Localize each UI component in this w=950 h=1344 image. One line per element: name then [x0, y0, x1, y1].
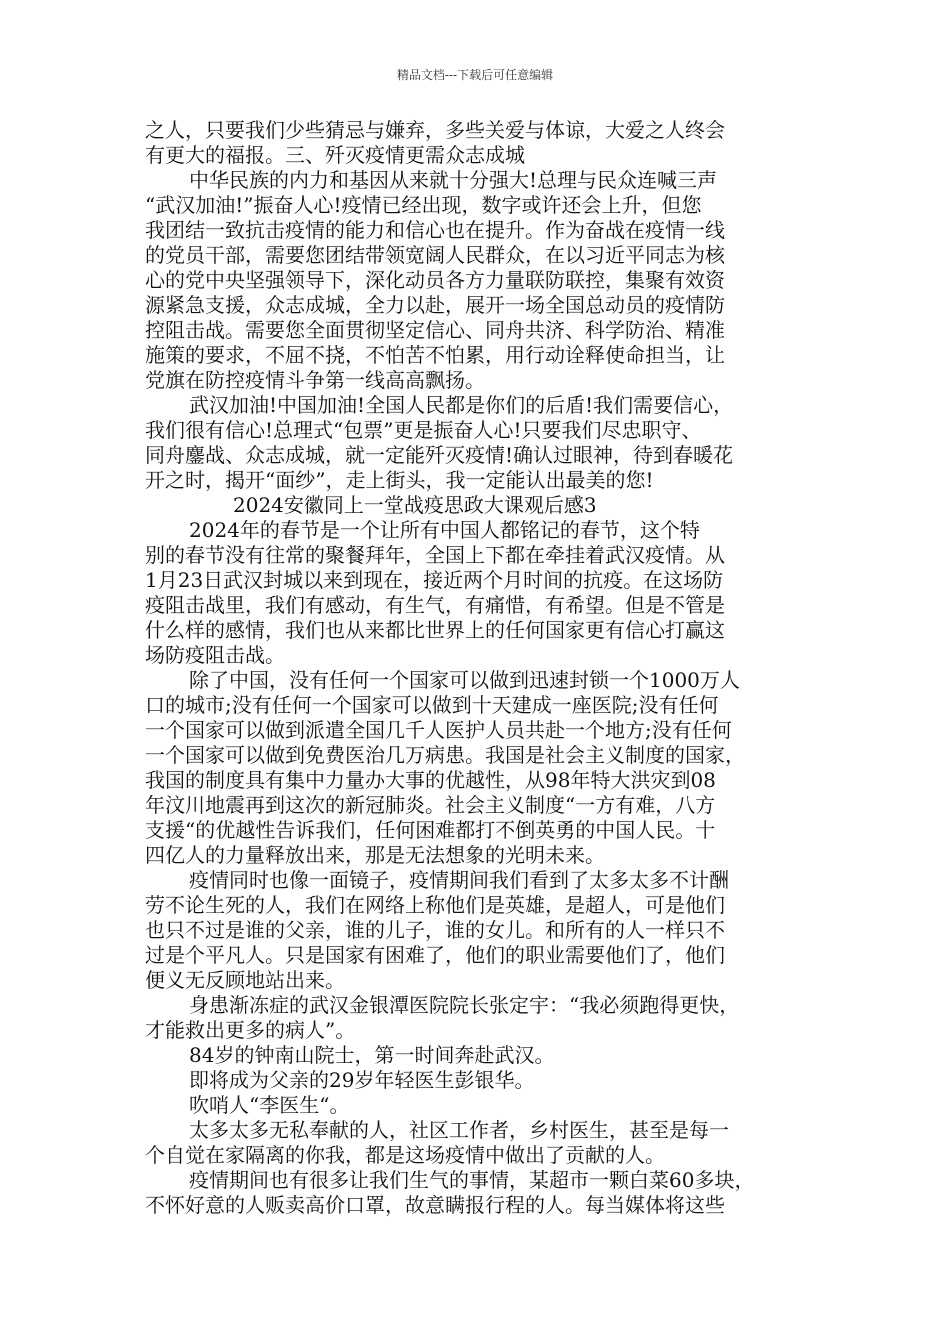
text-line: 武汉加油!中国加油!全国人民都是你们的后盾!我们需要信心， — [189, 393, 734, 417]
text-line: 我们很有信心!总理式“包票”更是振奋人心!只要我们尽忠职守、 — [145, 418, 702, 442]
text-line: 年汶川地震再到这次的新冠肺炎。社会主义制度“一方有难，八方 — [145, 793, 716, 817]
text-line: 1月23日武汉封城以来到现在，接近两个月时间的抗疫。在这场防 — [145, 568, 724, 592]
text-line: 心的党中央坚强领导下，深化动员各方力量联防联控，集聚有效资 — [145, 268, 725, 292]
section-title: 2024安徽同上一堂战疫思政大课观后感3 — [233, 493, 597, 517]
text-line: 疫阻击战里，我们有感动，有生气，有痛惜，有希望。但是不管是 — [145, 593, 725, 617]
text-line: 84岁的钟南山院士，第一时间奔赴武汉。 — [189, 1043, 555, 1067]
text-line: 一个国家可以做到派遣全国几千人医护人员共赴一个地方;没有任何 — [145, 718, 732, 742]
text-line: 个自觉在家隔离的你我，都是这场疫情中做出了贡献的人。 — [145, 1143, 665, 1167]
text-line: 才能救出更多的病人”。 — [145, 1018, 356, 1042]
text-line: 的党员干部，需要您团结带领宽阔人民群众，在以习近平同志为核 — [145, 243, 725, 267]
text-line: 控阻击战。需要您全面贯彻坚定信心、同舟共济、科学防治、精准 — [145, 318, 725, 342]
text-line: 疫情同时也像一面镜子，疫情期间我们看到了太多太多不计酬 — [189, 868, 729, 892]
text-line: 即将成为父亲的29岁年轻医生彭银华。 — [189, 1068, 535, 1092]
text-line: 别的春节没有往常的聚餐拜年，全国上下都在牵挂着武汉疫情。从 — [145, 543, 725, 567]
text-line: “武汉加油!”振奋人心!疫情已经出现，数字或许还会上升，但您 — [145, 193, 702, 217]
text-line: 吹哨人“李医生“。 — [189, 1093, 350, 1117]
text-line: 源紧急支援，众志成城，全力以赴，展开一场全国总动员的疫情防 — [145, 293, 725, 317]
text-line: 开之时，揭开“面纱”，走上街头，我一定能认出最美的您! — [145, 468, 654, 492]
text-line: 我团结一致抗击疫情的能力和信心也在提升。作为奋战在疫情一线 — [145, 218, 725, 242]
text-line: 过是个平凡人。只是国家有困难了，他们的职业需要他们了，他们 — [145, 943, 725, 967]
text-line: 我国的制度具有集中力量办大事的优越性，从98年特大洪灾到08 — [145, 768, 716, 792]
text-line: 之人，只要我们少些猜忌与嫌弃，多些关爱与体谅，大爱之人终会 — [145, 118, 725, 142]
text-line: 中华民族的内力和基因从来就十分强大!总理与民众连喊三声 — [189, 168, 718, 192]
text-line: 同舟鏖战、众志成城，就一定能歼灭疫情!确认过眼神，待到春暖花 — [145, 443, 734, 467]
text-line: 疫情期间也有很多让我们生气的事情，某超市一颗白菜60多块， — [189, 1168, 755, 1192]
text-line: 除了中国，没有任何一个国家可以做到迅速封锁一个1000万人 — [189, 668, 740, 692]
text-line: 劳不论生死的人，我们在网络上称他们是英雄，是超人，可是他们 — [145, 893, 725, 917]
text-line: 口的城市;没有任何一个国家可以做到十天建成一座医院;没有任何 — [145, 693, 719, 717]
text-line: 2024年的春节是一个让所有中国人都铭记的春节，这个特 — [189, 518, 700, 542]
text-line: 也只不过是谁的父亲，谁的儿子，谁的女儿。和所有的人一样只不 — [145, 918, 725, 942]
document-body — [145, 118, 811, 1218]
text-line: 一个国家可以做到免费医治几万病患。我国是社会主义制度的国家， — [145, 743, 745, 767]
text-line: 施策的要求，不屈不挠，不怕苦不怕累，用行动诠释使命担当，让 — [145, 343, 725, 367]
text-line: 党旗在防控疫情斗争第一线高高飘扬。 — [145, 368, 485, 392]
text-line: 不怀好意的人贩卖高价口罩，故意瞒报行程的人。每当媒体将这些 — [145, 1193, 725, 1217]
text-line: 场防疫阻击战。 — [145, 643, 285, 667]
text-line: 便义无反顾地站出来。 — [145, 968, 345, 992]
text-line: 有更大的福报。三、歼灭疫情更需众志成城 — [145, 143, 525, 167]
text-line: 四亿人的力量释放出来，那是无法想象的光明未来。 — [145, 843, 605, 867]
text-line: 太多太多无私奉献的人，社区工作者，乡村医生，甚至是每一 — [189, 1118, 729, 1142]
text-line: 支援“的优越性告诉我们，任何困难都打不倒英勇的中国人民。十 — [145, 818, 716, 842]
page-header: 精品文档---下载后可任意编辑 — [396, 68, 554, 82]
text-line: 身患渐冻症的武汉金银潭医院院长张定宇：“我必须跑得更快， — [189, 993, 740, 1017]
text-line: 什么样的感情，我们也从来都比世界上的任何国家更有信心打赢这 — [145, 618, 725, 642]
